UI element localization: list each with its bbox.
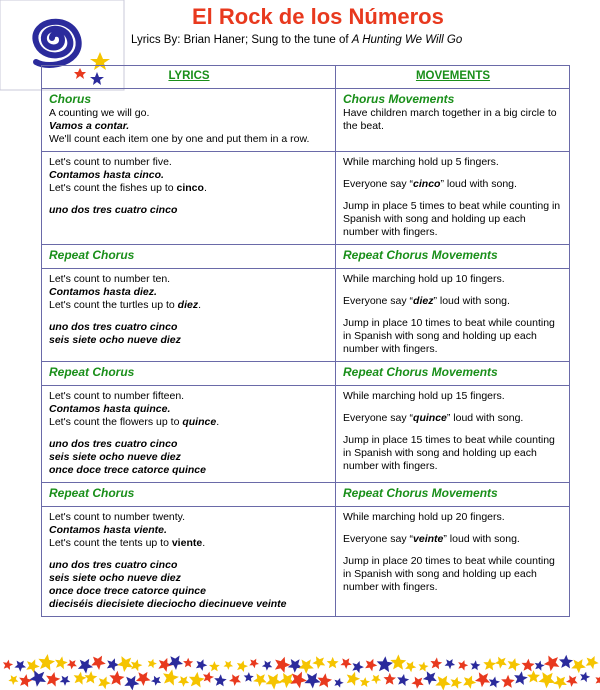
star-icon xyxy=(19,674,32,687)
verse-line: Let's count to number fifteen. xyxy=(49,390,185,402)
star-icon xyxy=(209,661,220,671)
star-icon xyxy=(495,657,507,669)
verse-row xyxy=(42,386,570,483)
number-line: uno dos tres cuatro cinco xyxy=(49,559,178,571)
star-icon xyxy=(117,656,133,672)
chorus-line: Vamos a contar. xyxy=(49,120,130,132)
star-icon xyxy=(470,660,480,670)
star-icon xyxy=(377,656,393,672)
star-icon xyxy=(318,673,333,687)
verse-row xyxy=(42,269,570,362)
star-icon xyxy=(38,654,55,671)
star-icon xyxy=(365,659,377,672)
chorus-movements-text: Have children march together in a big circle to the beat. xyxy=(343,107,557,132)
star-icon xyxy=(445,659,456,669)
movements-header: MOVEMENTS xyxy=(336,66,570,89)
verse-line: Let's count to number five. xyxy=(49,156,172,168)
verse-line: Contamos hasta diez. xyxy=(49,286,157,298)
star-icon xyxy=(419,662,429,672)
star-icon xyxy=(74,672,87,685)
star-icon xyxy=(522,659,535,672)
repeat-chorus-label: Repeat Chorus xyxy=(49,486,135,500)
star-icon xyxy=(566,675,578,687)
movement-text: Jump in place 15 times to beat while counting in Spanish with song and holding up each number with fingers. xyxy=(343,434,555,472)
verse-line: Contamos hasta quince. xyxy=(49,403,171,415)
star-icon xyxy=(463,676,476,689)
movement-text: While marching hold up 10 fingers. xyxy=(343,273,505,285)
number-line: seis siete ocho nueve diez xyxy=(49,451,181,463)
star-icon xyxy=(458,660,468,671)
movement-text: Jump in place 5 times to beat while counting in Spanish with song and holding up each number with fingers. xyxy=(343,200,561,238)
star-icon xyxy=(501,675,515,688)
star-icon xyxy=(553,676,567,690)
star-icon xyxy=(244,672,254,682)
verse-line: Contamos hasta viente. xyxy=(49,524,167,536)
table-header-row xyxy=(42,66,570,89)
verse-line: Let's count the fishes up to cinco. xyxy=(49,182,207,194)
star-icon xyxy=(586,656,599,669)
repeat-chorus-row xyxy=(42,245,570,269)
verse-line: Let's count to number ten. xyxy=(49,273,171,285)
star-icon xyxy=(290,672,307,689)
star-icon xyxy=(299,659,314,674)
star-icon xyxy=(60,676,71,686)
star-icon xyxy=(411,677,423,689)
star-icon xyxy=(327,657,339,668)
star-icon xyxy=(214,674,227,686)
star-icon xyxy=(229,674,241,686)
star-icon xyxy=(109,671,124,686)
verse-line: Let's count to number twenty. xyxy=(49,511,186,523)
chorus-movements-heading: Chorus Movements xyxy=(343,92,455,106)
lyrics-header: LYRICS xyxy=(42,66,336,89)
movement-text: Jump in place 10 times to beat while counting in Spanish with song and holding up each number with fingers. xyxy=(343,317,555,355)
lyrics-table xyxy=(41,65,570,617)
star-icon xyxy=(26,659,39,673)
repeat-chorus-movements-label: Repeat Chorus Movements xyxy=(343,486,498,500)
repeat-chorus-label: Repeat Chorus xyxy=(49,248,135,262)
repeat-chorus-row xyxy=(42,483,570,507)
star-icon xyxy=(131,659,143,671)
verse-row xyxy=(42,152,570,245)
star-icon xyxy=(538,672,555,688)
verse-line: Let's count the flowers up to quince. xyxy=(49,416,220,428)
star-border xyxy=(0,650,600,690)
number-line: uno dos tres cuatro cinco xyxy=(49,321,178,333)
star-icon xyxy=(514,671,528,685)
star-icon xyxy=(78,659,93,674)
star-icon xyxy=(430,657,442,669)
star-icon xyxy=(196,659,207,671)
chorus-line: A counting we will go. xyxy=(49,107,150,119)
star-icon xyxy=(189,672,205,688)
movement-text: While marching hold up 20 fingers. xyxy=(343,511,505,523)
star-icon xyxy=(30,670,47,686)
star-icon xyxy=(535,661,545,671)
star-icon xyxy=(483,658,496,670)
repeat-chorus-label: Repeat Chorus xyxy=(49,365,135,379)
star-icon xyxy=(14,661,26,672)
subtitle: Lyrics By: Brian Haner; Sung to the tune of A Hunting We Will Go xyxy=(131,34,463,46)
star-icon xyxy=(508,658,521,671)
star-icon xyxy=(559,655,573,669)
chorus-row xyxy=(42,89,570,152)
star-icon xyxy=(580,672,590,682)
verse-row xyxy=(42,507,570,617)
star-icon xyxy=(84,671,97,684)
number-line: once doce trece catorce quince xyxy=(49,464,206,476)
star-icon xyxy=(55,656,68,669)
star-icon xyxy=(148,659,157,669)
star-icon xyxy=(124,676,139,690)
star-icon xyxy=(107,658,119,671)
repeat-chorus-movements-label: Repeat Chorus Movements xyxy=(343,248,498,262)
star-icon xyxy=(253,674,267,687)
tune-name: A Hunting We Will Go xyxy=(351,34,463,46)
star-icon xyxy=(279,673,295,688)
movement-text: Everyone say “veinte” loud with song. xyxy=(343,533,520,545)
star-icon xyxy=(98,677,111,690)
star-icon xyxy=(371,675,381,685)
star-icon xyxy=(527,670,540,682)
star-icon xyxy=(46,672,60,687)
repeat-chorus-row xyxy=(42,362,570,386)
star-icon xyxy=(489,677,500,688)
number-line: once doce trece catorce quince xyxy=(49,585,206,597)
page-title: El Rock de los Números xyxy=(192,4,444,29)
star-icon xyxy=(168,656,183,671)
star-icon xyxy=(423,671,437,685)
number-line: dieciséis diecisiete dieciocho diecinueve veinte xyxy=(49,598,287,610)
chorus-heading: Chorus xyxy=(49,92,91,106)
star-icon xyxy=(304,673,320,689)
star-icon xyxy=(163,669,179,685)
star-icon xyxy=(571,659,586,673)
number-line: seis siete ocho nueve diez xyxy=(49,334,181,346)
movement-text: While marching hold up 5 fingers. xyxy=(343,156,499,168)
star-icon xyxy=(340,658,351,669)
star-icon xyxy=(360,677,370,687)
star-icon xyxy=(334,678,343,688)
movement-text: Everyone say “diez” loud with song. xyxy=(343,295,510,307)
star-icon xyxy=(203,672,214,683)
star-icon xyxy=(451,677,463,689)
star-icon xyxy=(151,676,161,686)
number-line: uno dos tres cuatro cinco xyxy=(49,204,178,216)
star-icon xyxy=(435,676,451,690)
star-icon xyxy=(352,661,364,673)
star-icon xyxy=(384,673,397,685)
star-icon xyxy=(312,656,325,669)
star-icon xyxy=(475,672,490,687)
star-icon xyxy=(544,656,560,672)
chorus-line: We'll count each item one by one and put them in a row. xyxy=(49,133,310,145)
star-icon xyxy=(405,661,416,672)
star-icon xyxy=(595,675,600,685)
star-icon xyxy=(3,660,13,670)
star-icon xyxy=(67,660,77,670)
number-line: seis siete ocho nueve diez xyxy=(49,572,181,584)
movement-text: Everyone say “quince” loud with song. xyxy=(343,412,524,424)
star-icon xyxy=(390,654,406,669)
star-icon xyxy=(288,659,302,673)
number-line: uno dos tres cuatro cinco xyxy=(49,438,178,450)
star-icon xyxy=(224,661,234,670)
star-icon xyxy=(249,659,259,669)
star-icon xyxy=(397,674,409,686)
star-icon xyxy=(8,675,18,685)
star-icon xyxy=(178,676,189,687)
star-icon xyxy=(183,658,193,668)
verse-line: Let's count the turtles up to diez. xyxy=(49,299,202,311)
star-icon xyxy=(347,672,360,686)
repeat-chorus-movements-label: Repeat Chorus Movements xyxy=(343,365,498,379)
verse-line: Contamos hasta cinco. xyxy=(49,169,164,181)
verse-line: Let's count the tents up to viente. xyxy=(49,537,206,549)
star-icon xyxy=(275,657,291,673)
movement-text: Everyone say “cinco” loud with song. xyxy=(343,178,517,190)
movement-text: Jump in place 20 times to beat while counting in Spanish with song and holding up each number with fingers. xyxy=(343,555,555,593)
star-icon xyxy=(91,656,106,670)
star-icon xyxy=(237,661,248,673)
star-icon xyxy=(262,661,272,671)
movement-text: While marching hold up 15 fingers. xyxy=(343,390,505,402)
